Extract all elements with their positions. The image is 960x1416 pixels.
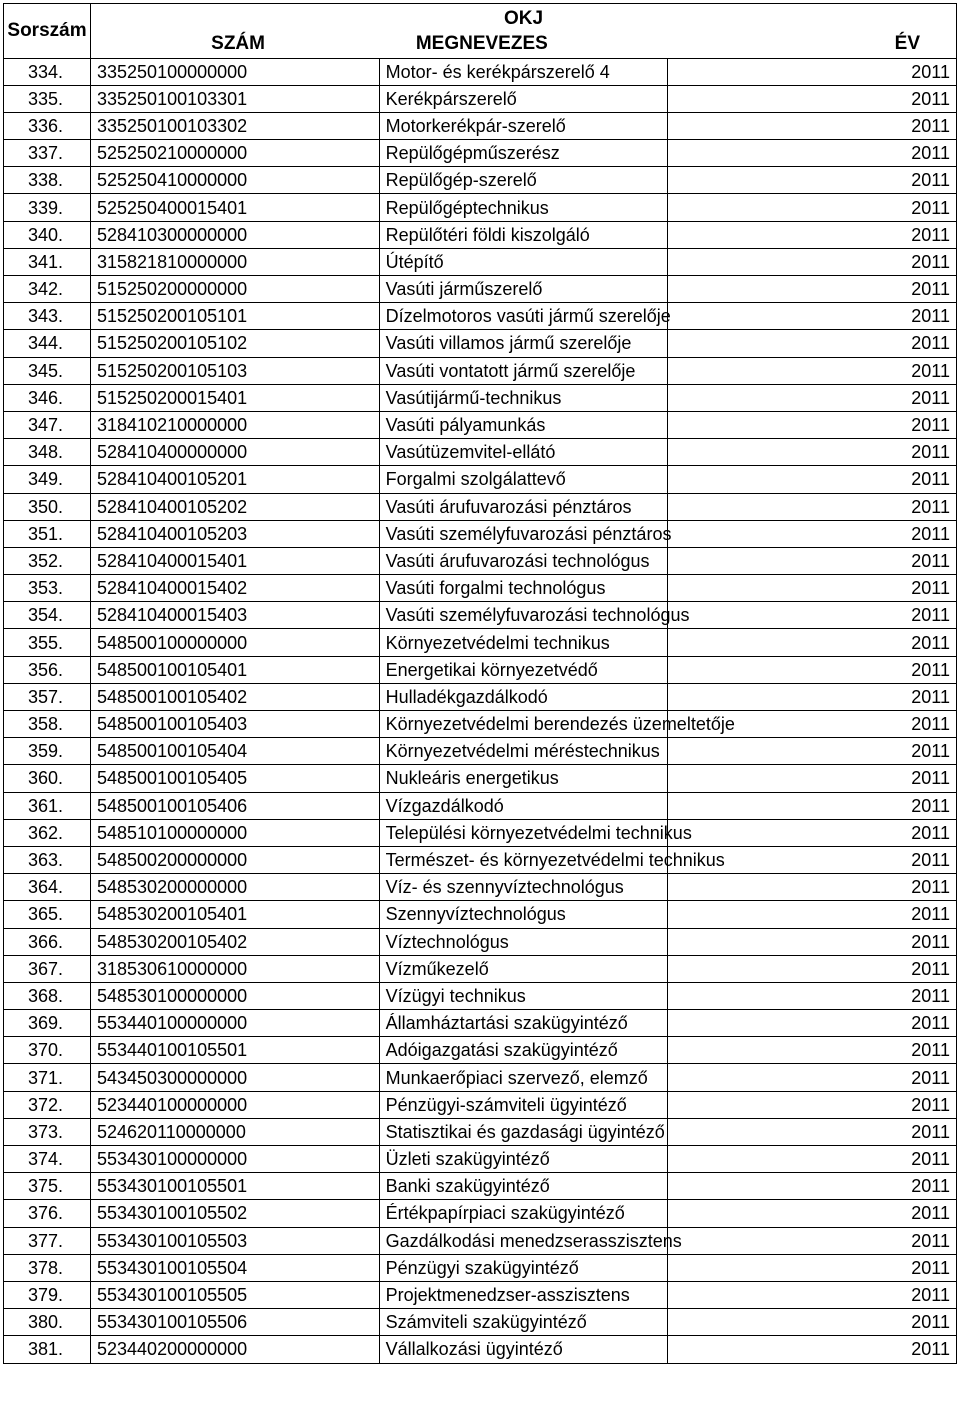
qualification-name: Vasúti személyfuvarozási technológus — [379, 602, 668, 629]
row-number: 359. — [4, 738, 91, 765]
qualification-name: Települési környezetvédelmi technikus — [379, 819, 668, 846]
qualification-name: Statisztikai és gazdasági ügyintéző — [379, 1118, 668, 1145]
qualification-name: Pénzügyi szakügyintéző — [379, 1254, 668, 1281]
year-cell: 2011 — [668, 330, 957, 357]
year-cell: 2011 — [668, 602, 957, 629]
year-cell: 2011 — [668, 711, 957, 738]
qualification-name: Vasúti árufuvarozási technológus — [379, 547, 668, 574]
okj-code: 528410400000000 — [91, 439, 380, 466]
okj-code: 528410400105202 — [91, 493, 380, 520]
table-row — [4, 276, 957, 303]
year-cell: 2011 — [668, 1118, 957, 1145]
row-number: 334. — [4, 58, 91, 85]
okj-code: 528410400015402 — [91, 575, 380, 602]
qualification-name: Forgalmi szolgálattevő — [379, 466, 668, 493]
row-number: 358. — [4, 711, 91, 738]
table-row — [4, 221, 957, 248]
year-cell: 2011 — [668, 439, 957, 466]
okj-code: 528410400015403 — [91, 602, 380, 629]
row-number: 345. — [4, 357, 91, 384]
year-cell: 2011 — [668, 1173, 957, 1200]
okj-code: 553440100000000 — [91, 1010, 380, 1037]
table-row — [4, 1336, 957, 1363]
okj-code: 315821810000000 — [91, 248, 380, 275]
okj-code: 318530610000000 — [91, 955, 380, 982]
okj-code: 548500200000000 — [91, 846, 380, 873]
okj-code: 524620110000000 — [91, 1118, 380, 1145]
qualification-name: Vízügyi technikus — [379, 982, 668, 1009]
table-row — [4, 656, 957, 683]
year-cell: 2011 — [668, 683, 957, 710]
qualification-name: Szennyvíztechnológus — [379, 901, 668, 928]
year-cell: 2011 — [668, 1227, 957, 1254]
row-number: 352. — [4, 547, 91, 574]
table-row — [4, 982, 957, 1009]
year-cell: 2011 — [668, 547, 957, 574]
year-cell: 2011 — [668, 955, 957, 982]
okj-code: 523440100000000 — [91, 1091, 380, 1118]
table-row — [4, 520, 957, 547]
qualification-name: Repülőgép-szerelő — [379, 167, 668, 194]
year-cell: 2011 — [668, 1146, 957, 1173]
okj-code: 548530100000000 — [91, 982, 380, 1009]
okj-code: 553430100105502 — [91, 1200, 380, 1227]
qualification-name: Környezetvédelmi berendezés üzemeltetője — [379, 711, 668, 738]
qualification-name: Repülőtéri földi kiszolgáló — [379, 221, 668, 248]
qualification-name: Kerékpárszerelő — [379, 85, 668, 112]
row-number: 347. — [4, 411, 91, 438]
year-cell: 2011 — [668, 248, 957, 275]
year-cell: 2011 — [668, 167, 957, 194]
okj-code: 553440100105501 — [91, 1037, 380, 1064]
row-number: 355. — [4, 629, 91, 656]
row-number: 372. — [4, 1091, 91, 1118]
qualification-name: Repülőgépműszerész — [379, 140, 668, 167]
table-row — [4, 248, 957, 275]
year-cell: 2011 — [668, 493, 957, 520]
year-cell: 2011 — [668, 276, 957, 303]
row-number: 342. — [4, 276, 91, 303]
row-number: 368. — [4, 982, 91, 1009]
table-row — [4, 1037, 957, 1064]
year-cell: 2011 — [668, 819, 957, 846]
year-cell: 2011 — [668, 140, 957, 167]
okj-code: 548500100105403 — [91, 711, 380, 738]
table-row — [4, 58, 957, 85]
table-row — [4, 1010, 957, 1037]
qualification-name: Számviteli szakügyintéző — [379, 1309, 668, 1336]
table-row — [4, 85, 957, 112]
year-cell: 2011 — [668, 357, 957, 384]
header-ev: ÉV — [668, 30, 957, 58]
qualification-name: Munkaerőpiaci szervező, elemző — [379, 1064, 668, 1091]
table-row — [4, 874, 957, 901]
year-cell: 2011 — [668, 1037, 957, 1064]
table-row — [4, 629, 957, 656]
year-cell: 2011 — [668, 58, 957, 85]
row-number: 369. — [4, 1010, 91, 1037]
okj-code: 548500100105406 — [91, 792, 380, 819]
header-okj: OKJ — [91, 4, 957, 31]
row-number: 370. — [4, 1037, 91, 1064]
year-cell: 2011 — [668, 575, 957, 602]
row-number: 338. — [4, 167, 91, 194]
table-row — [4, 140, 957, 167]
table-row — [4, 1146, 957, 1173]
qualification-name: Értékpapírpiaci szakügyintéző — [379, 1200, 668, 1227]
year-cell: 2011 — [668, 1200, 957, 1227]
okj-code: 335250100103301 — [91, 85, 380, 112]
table-row — [4, 602, 957, 629]
qualification-name: Államháztartási szakügyintéző — [379, 1010, 668, 1037]
year-cell: 2011 — [668, 221, 957, 248]
year-cell: 2011 — [668, 982, 957, 1009]
okj-code: 515250200015401 — [91, 384, 380, 411]
okj-code: 318410210000000 — [91, 411, 380, 438]
qualification-name: Üzleti szakügyintéző — [379, 1146, 668, 1173]
qualification-name: Energetikai környezetvédő — [379, 656, 668, 683]
qualification-name: Természet- és környezetvédelmi technikus — [379, 846, 668, 873]
row-number: 371. — [4, 1064, 91, 1091]
header-sorszam: Sorszám — [4, 4, 91, 59]
row-number: 349. — [4, 466, 91, 493]
row-number: 356. — [4, 656, 91, 683]
okj-code: 553430100105501 — [91, 1173, 380, 1200]
row-number: 336. — [4, 112, 91, 139]
qualification-name: Dízelmotoros vasúti jármű szerelője — [379, 303, 668, 330]
year-cell: 2011 — [668, 520, 957, 547]
qualification-name: Motor- és kerékpárszerelő 4 — [379, 58, 668, 85]
table-row — [4, 357, 957, 384]
okj-code: 523440200000000 — [91, 1336, 380, 1363]
table-row — [4, 466, 957, 493]
okj-code: 515250200105103 — [91, 357, 380, 384]
qualification-name: Vasúti forgalmi technológus — [379, 575, 668, 602]
okj-code: 335250100000000 — [91, 58, 380, 85]
year-cell: 2011 — [668, 792, 957, 819]
qualification-name: Adóigazgatási szakügyintéző — [379, 1037, 668, 1064]
year-cell: 2011 — [668, 1091, 957, 1118]
row-number: 335. — [4, 85, 91, 112]
year-cell: 2011 — [668, 656, 957, 683]
year-cell: 2011 — [668, 1010, 957, 1037]
year-cell: 2011 — [668, 1254, 957, 1281]
row-number: 354. — [4, 602, 91, 629]
table-row — [4, 1281, 957, 1308]
year-cell: 2011 — [668, 384, 957, 411]
table-row — [4, 1200, 957, 1227]
table-row — [4, 411, 957, 438]
row-number: 374. — [4, 1146, 91, 1173]
row-number: 377. — [4, 1227, 91, 1254]
okj-code: 548530200105402 — [91, 928, 380, 955]
header-szam: SZÁM — [91, 30, 380, 58]
table-row — [4, 819, 957, 846]
year-cell: 2011 — [668, 928, 957, 955]
okj-code: 548500100000000 — [91, 629, 380, 656]
table-body — [4, 58, 957, 1363]
qualification-name: Vállalkozási ügyintéző — [379, 1336, 668, 1363]
row-number: 343. — [4, 303, 91, 330]
qualification-name: Vasútijármű-technikus — [379, 384, 668, 411]
row-number: 380. — [4, 1309, 91, 1336]
qualification-name: Repülőgéptechnikus — [379, 194, 668, 221]
okj-code: 528410300000000 — [91, 221, 380, 248]
year-cell: 2011 — [668, 112, 957, 139]
okj-code: 528410400105201 — [91, 466, 380, 493]
okj-code: 528410400105203 — [91, 520, 380, 547]
row-number: 367. — [4, 955, 91, 982]
okj-code: 515250200105101 — [91, 303, 380, 330]
qualification-name: Útépítő — [379, 248, 668, 275]
row-number: 339. — [4, 194, 91, 221]
table-row — [4, 1254, 957, 1281]
table-row — [4, 1091, 957, 1118]
row-number: 341. — [4, 248, 91, 275]
okj-code: 553430100105503 — [91, 1227, 380, 1254]
qualification-name: Nukleáris energetikus — [379, 765, 668, 792]
qualification-name: Környezetvédelmi méréstechnikus — [379, 738, 668, 765]
row-number: 357. — [4, 683, 91, 710]
table-row — [4, 711, 957, 738]
row-number: 373. — [4, 1118, 91, 1145]
okj-code: 515250200000000 — [91, 276, 380, 303]
table-row — [4, 765, 957, 792]
year-cell: 2011 — [668, 194, 957, 221]
year-cell: 2011 — [668, 629, 957, 656]
table-row — [4, 330, 957, 357]
okj-code: 528410400015401 — [91, 547, 380, 574]
okj-code: 548530200000000 — [91, 874, 380, 901]
okj-code: 548530200105401 — [91, 901, 380, 928]
year-cell: 2011 — [668, 1309, 957, 1336]
table-row — [4, 683, 957, 710]
table-row — [4, 384, 957, 411]
qualification-name: Hulladékgazdálkodó — [379, 683, 668, 710]
row-number: 360. — [4, 765, 91, 792]
year-cell: 2011 — [668, 874, 957, 901]
okj-code: 525250410000000 — [91, 167, 380, 194]
row-number: 350. — [4, 493, 91, 520]
year-cell: 2011 — [668, 765, 957, 792]
header-megnevezes: MEGNEVEZES — [379, 30, 668, 58]
year-cell: 2011 — [668, 85, 957, 112]
row-number: 340. — [4, 221, 91, 248]
table-row — [4, 928, 957, 955]
row-number: 378. — [4, 1254, 91, 1281]
row-number: 381. — [4, 1336, 91, 1363]
table-row — [4, 439, 957, 466]
table-row — [4, 1118, 957, 1145]
table-row — [4, 901, 957, 928]
okj-table — [3, 3, 957, 1364]
year-cell: 2011 — [668, 1336, 957, 1363]
year-cell: 2011 — [668, 1064, 957, 1091]
okj-code: 548500100105404 — [91, 738, 380, 765]
row-number: 364. — [4, 874, 91, 901]
row-number: 366. — [4, 928, 91, 955]
qualification-name: Vasútüzemvitel-ellátó — [379, 439, 668, 466]
okj-code: 335250100103302 — [91, 112, 380, 139]
row-number: 344. — [4, 330, 91, 357]
table-row — [4, 112, 957, 139]
okj-code: 553430100105506 — [91, 1309, 380, 1336]
okj-code: 548500100105402 — [91, 683, 380, 710]
qualification-name: Gazdálkodási menedzserasszisztens — [379, 1227, 668, 1254]
table-row — [4, 792, 957, 819]
row-number: 348. — [4, 439, 91, 466]
okj-code: 548500100105401 — [91, 656, 380, 683]
qualification-name: Vasúti személyfuvarozási pénztáros — [379, 520, 668, 547]
okj-code: 548500100105405 — [91, 765, 380, 792]
row-number: 361. — [4, 792, 91, 819]
table-row — [4, 194, 957, 221]
qualification-name: Víztechnológus — [379, 928, 668, 955]
table-row — [4, 955, 957, 982]
qualification-name: Víz- és szennyvíztechnológus — [379, 874, 668, 901]
table-row — [4, 167, 957, 194]
qualification-name: Vasúti pályamunkás — [379, 411, 668, 438]
year-cell: 2011 — [668, 466, 957, 493]
okj-code: 525250210000000 — [91, 140, 380, 167]
qualification-name: Vasúti árufuvarozási pénztáros — [379, 493, 668, 520]
year-cell: 2011 — [668, 303, 957, 330]
qualification-name: Vízműkezelő — [379, 955, 668, 982]
table-row — [4, 1173, 957, 1200]
year-cell: 2011 — [668, 901, 957, 928]
row-number: 376. — [4, 1200, 91, 1227]
year-cell: 2011 — [668, 1281, 957, 1308]
year-cell: 2011 — [668, 738, 957, 765]
qualification-name: Vasúti vontatott jármű szerelője — [379, 357, 668, 384]
row-number: 375. — [4, 1173, 91, 1200]
row-number: 351. — [4, 520, 91, 547]
qualification-name: Vasúti villamos jármű szerelője — [379, 330, 668, 357]
row-number: 353. — [4, 575, 91, 602]
okj-code: 525250400015401 — [91, 194, 380, 221]
okj-code: 515250200105102 — [91, 330, 380, 357]
qualification-name: Vasúti járműszerelő — [379, 276, 668, 303]
table-row — [4, 575, 957, 602]
row-number: 337. — [4, 140, 91, 167]
qualification-name: Motorkerékpár-szerelő — [379, 112, 668, 139]
row-number: 365. — [4, 901, 91, 928]
row-number: 363. — [4, 846, 91, 873]
okj-code: 553430100000000 — [91, 1146, 380, 1173]
year-cell: 2011 — [668, 846, 957, 873]
qualification-name: Banki szakügyintéző — [379, 1173, 668, 1200]
table-row — [4, 1309, 957, 1336]
table-row — [4, 738, 957, 765]
row-number: 346. — [4, 384, 91, 411]
qualification-name: Projektmenedzser-asszisztens — [379, 1281, 668, 1308]
table-row — [4, 846, 957, 873]
qualification-name: Környezetvédelmi technikus — [379, 629, 668, 656]
table-row — [4, 1227, 957, 1254]
table-row — [4, 493, 957, 520]
row-number: 379. — [4, 1281, 91, 1308]
okj-code: 548510100000000 — [91, 819, 380, 846]
okj-code: 553430100105505 — [91, 1281, 380, 1308]
qualification-name: Pénzügyi-számviteli ügyintéző — [379, 1091, 668, 1118]
row-number: 362. — [4, 819, 91, 846]
table-row — [4, 547, 957, 574]
okj-code: 553430100105504 — [91, 1254, 380, 1281]
qualification-name: Vízgazdálkodó — [379, 792, 668, 819]
okj-code: 543450300000000 — [91, 1064, 380, 1091]
table-row — [4, 1064, 957, 1091]
year-cell: 2011 — [668, 411, 957, 438]
table-row — [4, 303, 957, 330]
